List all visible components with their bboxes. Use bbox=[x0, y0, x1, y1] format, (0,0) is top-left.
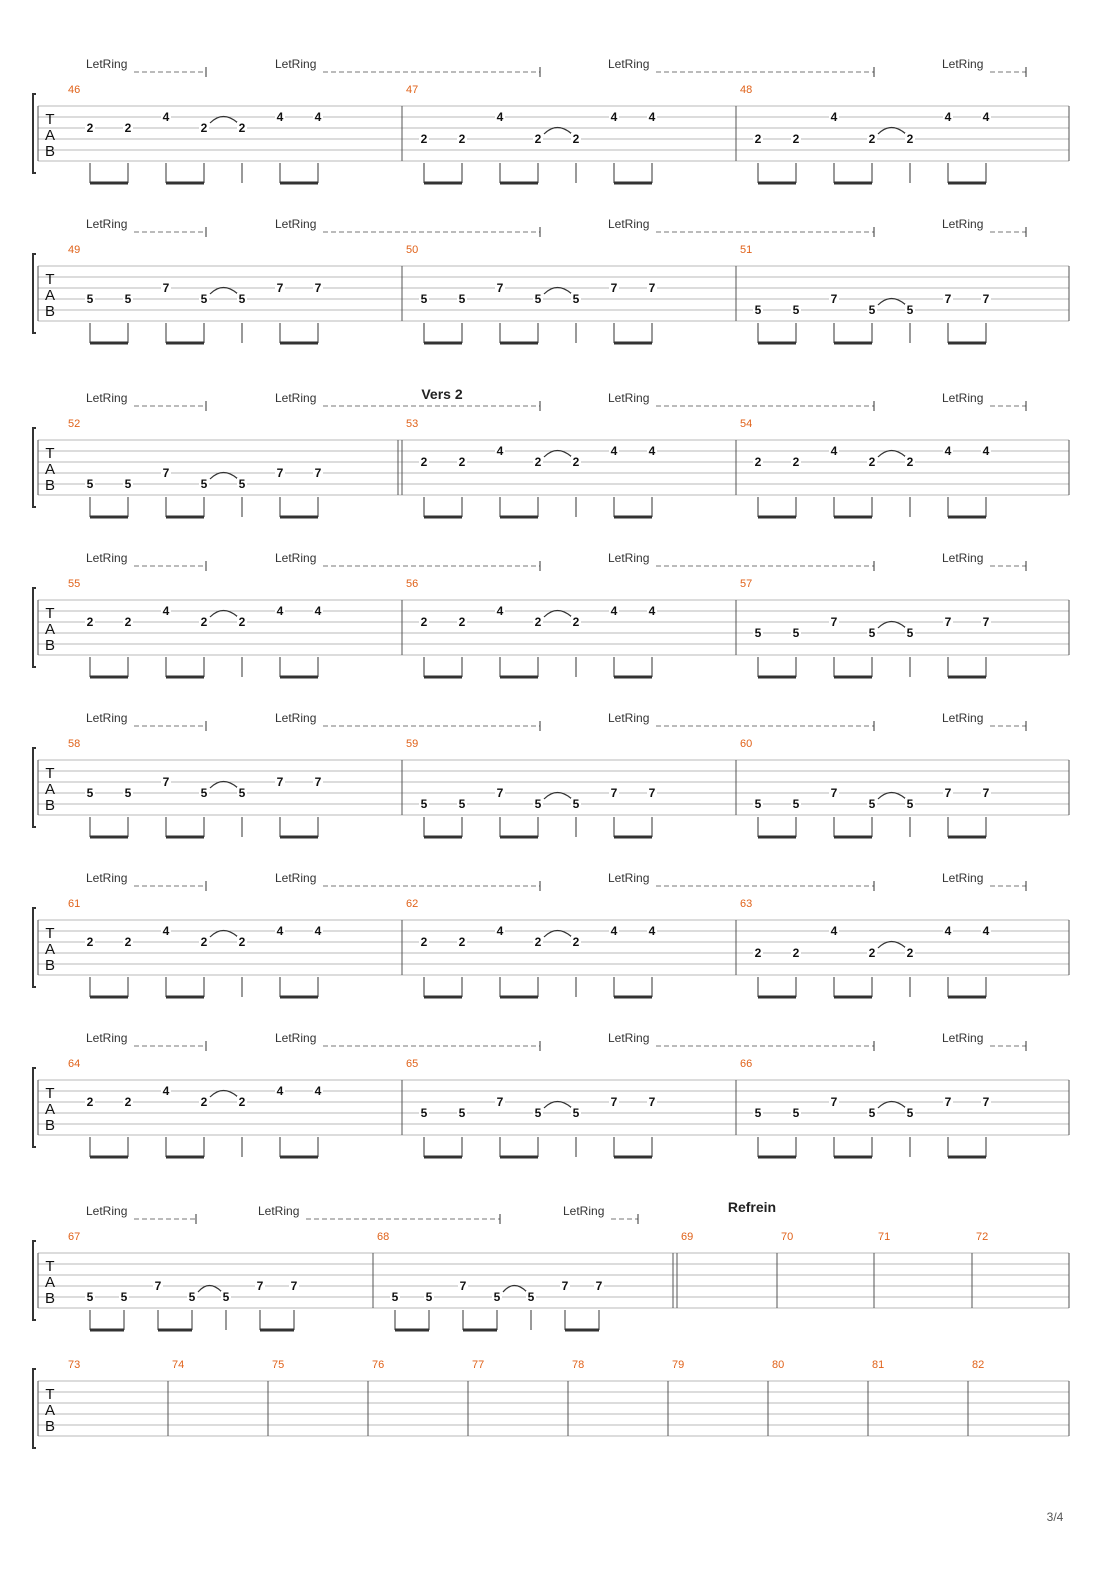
fret-number: 4 bbox=[610, 110, 618, 124]
let-ring-label: LetRing bbox=[275, 57, 317, 71]
fret-number: 7 bbox=[610, 281, 618, 295]
let-ring-label: LetRing bbox=[563, 1204, 605, 1218]
fret-number: 5 bbox=[534, 1106, 542, 1120]
staff-brace bbox=[33, 94, 36, 173]
fret-number: 4 bbox=[314, 924, 322, 938]
fret-number: 2 bbox=[200, 935, 208, 949]
fret-number: 4 bbox=[276, 110, 284, 124]
fret-number: 7 bbox=[610, 1095, 618, 1109]
fret-number: 5 bbox=[754, 1106, 762, 1120]
fret-number: 7 bbox=[982, 292, 990, 306]
fret-number: 4 bbox=[314, 1084, 322, 1098]
tab-clef-letter: A bbox=[44, 1274, 56, 1291]
fret-number: 5 bbox=[906, 626, 914, 640]
fret-number: 7 bbox=[982, 1095, 990, 1109]
tab-clef-letter: B bbox=[44, 1418, 56, 1435]
tab-clef-letter: B bbox=[44, 957, 56, 974]
measure-number: 48 bbox=[740, 84, 753, 96]
fret-number: 5 bbox=[420, 797, 428, 811]
fret-number: 4 bbox=[162, 924, 170, 938]
fret-number: 2 bbox=[238, 935, 246, 949]
fret-number: 4 bbox=[830, 110, 838, 124]
measure-number: 77 bbox=[472, 1359, 485, 1371]
fret-number: 5 bbox=[200, 292, 208, 306]
fret-number: 4 bbox=[162, 1084, 170, 1098]
fret-number: 4 bbox=[982, 444, 990, 458]
let-ring-label: LetRing bbox=[275, 711, 317, 725]
fret-number: 5 bbox=[754, 797, 762, 811]
fret-number: 4 bbox=[276, 604, 284, 618]
measure-number: 56 bbox=[406, 578, 419, 590]
staff-brace bbox=[33, 428, 36, 507]
fret-number: 2 bbox=[792, 132, 800, 146]
fret-number: 2 bbox=[572, 615, 580, 629]
fret-number: 7 bbox=[162, 775, 170, 789]
measure-number: 78 bbox=[572, 1359, 585, 1371]
fret-number: 2 bbox=[124, 615, 132, 629]
fret-number: 2 bbox=[906, 455, 914, 469]
fret-number: 7 bbox=[314, 775, 322, 789]
measure-number: 70 bbox=[781, 1231, 794, 1243]
staff-brace bbox=[33, 254, 36, 333]
let-ring-label: LetRing bbox=[942, 391, 984, 405]
staff-brace bbox=[33, 588, 36, 667]
let-ring-label: LetRing bbox=[608, 391, 650, 405]
fret-number: 5 bbox=[86, 477, 94, 491]
tab-clef-letter: A bbox=[44, 941, 56, 958]
fret-number: 4 bbox=[648, 604, 656, 618]
measure-number: 76 bbox=[372, 1359, 385, 1371]
fret-number: 7 bbox=[276, 775, 284, 789]
fret-number: 7 bbox=[944, 615, 952, 629]
fret-number: 4 bbox=[314, 604, 322, 618]
staff-brace bbox=[33, 908, 36, 987]
fret-number: 4 bbox=[610, 924, 618, 938]
let-ring-label: LetRing bbox=[608, 711, 650, 725]
tab-clef-letter: A bbox=[44, 1101, 56, 1118]
fret-number: 7 bbox=[276, 281, 284, 295]
fret-number: 7 bbox=[648, 281, 656, 295]
measure-number: 47 bbox=[406, 84, 419, 96]
fret-number: 2 bbox=[458, 455, 466, 469]
fret-number: 2 bbox=[86, 121, 94, 135]
fret-number: 7 bbox=[595, 1279, 603, 1293]
tab-clef-letter: B bbox=[44, 303, 56, 320]
tab-clef-letter: A bbox=[44, 781, 56, 798]
fret-number: 2 bbox=[124, 935, 132, 949]
fret-number: 5 bbox=[124, 477, 132, 491]
fret-number: 5 bbox=[86, 1290, 94, 1304]
fret-number: 5 bbox=[754, 626, 762, 640]
fret-number: 2 bbox=[86, 935, 94, 949]
fret-number: 2 bbox=[200, 121, 208, 135]
measure-number: 54 bbox=[740, 418, 753, 430]
fret-number: 4 bbox=[496, 444, 504, 458]
fret-number: 5 bbox=[792, 626, 800, 640]
measure-number: 66 bbox=[740, 1058, 753, 1070]
let-ring-label: LetRing bbox=[608, 871, 650, 885]
measure-number: 46 bbox=[68, 84, 81, 96]
fret-number: 4 bbox=[162, 604, 170, 618]
fret-number: 5 bbox=[527, 1290, 535, 1304]
let-ring-label: LetRing bbox=[86, 57, 128, 71]
tab-clef-letter: T bbox=[45, 445, 55, 462]
fret-number: 2 bbox=[200, 1095, 208, 1109]
fret-number: 2 bbox=[572, 455, 580, 469]
fret-number: 2 bbox=[124, 121, 132, 135]
fret-number: 5 bbox=[420, 1106, 428, 1120]
measure-number: 68 bbox=[377, 1231, 390, 1243]
fret-number: 7 bbox=[162, 466, 170, 480]
let-ring-label: LetRing bbox=[942, 217, 984, 231]
fret-number: 7 bbox=[944, 786, 952, 800]
measure-number: 72 bbox=[976, 1231, 989, 1243]
fret-number: 4 bbox=[944, 110, 952, 124]
fret-number: 5 bbox=[493, 1290, 501, 1304]
fret-number: 4 bbox=[944, 924, 952, 938]
fret-number: 5 bbox=[792, 303, 800, 317]
let-ring-label: LetRing bbox=[942, 57, 984, 71]
measure-number: 71 bbox=[878, 1231, 891, 1243]
fret-number: 7 bbox=[830, 292, 838, 306]
fret-number: 2 bbox=[906, 132, 914, 146]
let-ring-label: LetRing bbox=[275, 391, 317, 405]
fret-number: 7 bbox=[610, 786, 618, 800]
fret-number: 7 bbox=[648, 786, 656, 800]
fret-number: 4 bbox=[496, 110, 504, 124]
tab-clef-letter: B bbox=[44, 797, 56, 814]
fret-number: 2 bbox=[420, 455, 428, 469]
let-ring-label: LetRing bbox=[86, 551, 128, 565]
fret-number: 7 bbox=[561, 1279, 569, 1293]
tab-clef-letter: B bbox=[44, 1290, 56, 1307]
fret-number: 2 bbox=[534, 132, 542, 146]
fret-number: 2 bbox=[458, 132, 466, 146]
fret-number: 2 bbox=[458, 615, 466, 629]
measure-number: 79 bbox=[672, 1359, 685, 1371]
tab-clef-letter: A bbox=[44, 127, 56, 144]
fret-number: 5 bbox=[572, 292, 580, 306]
fret-number: 4 bbox=[276, 1084, 284, 1098]
fret-number: 4 bbox=[830, 444, 838, 458]
measure-number: 50 bbox=[406, 244, 419, 256]
fret-number: 5 bbox=[534, 797, 542, 811]
let-ring-label: LetRing bbox=[275, 551, 317, 565]
measure-number: 60 bbox=[740, 738, 753, 750]
let-ring-label: LetRing bbox=[275, 217, 317, 231]
measure-number: 63 bbox=[740, 898, 753, 910]
fret-number: 4 bbox=[314, 110, 322, 124]
fret-number: 7 bbox=[162, 281, 170, 295]
fret-number: 5 bbox=[188, 1290, 196, 1304]
measure-number: 62 bbox=[406, 898, 419, 910]
tab-clef-letter: T bbox=[45, 1386, 55, 1403]
tab-clef-letter: B bbox=[44, 143, 56, 160]
fret-number: 7 bbox=[496, 786, 504, 800]
fret-number: 5 bbox=[572, 797, 580, 811]
fret-number: 2 bbox=[906, 946, 914, 960]
tab-clef-letter: A bbox=[44, 621, 56, 638]
fret-number: 2 bbox=[420, 132, 428, 146]
fret-number: 5 bbox=[458, 1106, 466, 1120]
fret-number: 4 bbox=[830, 924, 838, 938]
tab-clef-letter: T bbox=[45, 1085, 55, 1102]
tab-clef-letter: T bbox=[45, 765, 55, 782]
fret-number: 2 bbox=[792, 946, 800, 960]
let-ring-label: LetRing bbox=[86, 1031, 128, 1045]
let-ring-label: LetRing bbox=[942, 711, 984, 725]
fret-number: 7 bbox=[648, 1095, 656, 1109]
fret-number: 2 bbox=[238, 1095, 246, 1109]
fret-number: 2 bbox=[420, 615, 428, 629]
fret-number: 4 bbox=[648, 110, 656, 124]
fret-number: 2 bbox=[754, 132, 762, 146]
fret-number: 4 bbox=[982, 924, 990, 938]
fret-number: 4 bbox=[276, 924, 284, 938]
fret-number: 7 bbox=[314, 281, 322, 295]
fret-number: 7 bbox=[944, 292, 952, 306]
fret-number: 2 bbox=[572, 132, 580, 146]
fret-number: 4 bbox=[648, 924, 656, 938]
fret-number: 7 bbox=[276, 466, 284, 480]
fret-number: 2 bbox=[124, 1095, 132, 1109]
fret-number: 4 bbox=[162, 110, 170, 124]
fret-number: 4 bbox=[982, 110, 990, 124]
fret-number: 2 bbox=[868, 455, 876, 469]
tab-clef-letter: T bbox=[45, 605, 55, 622]
measure-number: 64 bbox=[68, 1058, 81, 1070]
fret-number: 7 bbox=[830, 786, 838, 800]
fret-number: 4 bbox=[496, 604, 504, 618]
fret-number: 2 bbox=[868, 946, 876, 960]
fret-number: 7 bbox=[982, 786, 990, 800]
fret-number: 5 bbox=[906, 797, 914, 811]
fret-number: 5 bbox=[868, 797, 876, 811]
fret-number: 5 bbox=[425, 1290, 433, 1304]
fret-number: 7 bbox=[982, 615, 990, 629]
fret-number: 7 bbox=[256, 1279, 264, 1293]
fret-number: 5 bbox=[792, 797, 800, 811]
fret-number: 5 bbox=[572, 1106, 580, 1120]
measure-number: 57 bbox=[740, 578, 753, 590]
section-marker: Vers 2 bbox=[421, 386, 463, 402]
tab-clef-letter: A bbox=[44, 1402, 56, 1419]
fret-number: 4 bbox=[496, 924, 504, 938]
let-ring-label: LetRing bbox=[86, 391, 128, 405]
fret-number: 5 bbox=[458, 797, 466, 811]
measure-number: 73 bbox=[68, 1359, 81, 1371]
staff-brace bbox=[33, 1241, 36, 1320]
let-ring-label: LetRing bbox=[86, 711, 128, 725]
fret-number: 5 bbox=[200, 477, 208, 491]
measure-number: 65 bbox=[406, 1058, 419, 1070]
measure-number: 55 bbox=[68, 578, 81, 590]
tab-clef-letter: A bbox=[44, 461, 56, 478]
fret-number: 5 bbox=[238, 786, 246, 800]
fret-number: 2 bbox=[754, 946, 762, 960]
let-ring-label: LetRing bbox=[608, 1031, 650, 1045]
fret-number: 2 bbox=[534, 935, 542, 949]
fret-number: 2 bbox=[458, 935, 466, 949]
fret-number: 4 bbox=[610, 604, 618, 618]
let-ring-label: LetRing bbox=[86, 217, 128, 231]
let-ring-label: LetRing bbox=[275, 1031, 317, 1045]
fret-number: 5 bbox=[868, 303, 876, 317]
fret-number: 5 bbox=[120, 1290, 128, 1304]
measure-number: 53 bbox=[406, 418, 419, 430]
measure-number: 67 bbox=[68, 1231, 81, 1243]
tab-clef-letter: T bbox=[45, 1258, 55, 1275]
measure-number: 59 bbox=[406, 738, 419, 750]
tab-clef-letter: T bbox=[45, 925, 55, 942]
measure-number: 82 bbox=[972, 1359, 985, 1371]
measure-number: 49 bbox=[68, 244, 81, 256]
fret-number: 7 bbox=[154, 1279, 162, 1293]
tab-clef-letter: B bbox=[44, 1117, 56, 1134]
fret-number: 5 bbox=[238, 477, 246, 491]
fret-number: 7 bbox=[459, 1279, 467, 1293]
measure-number: 69 bbox=[681, 1231, 694, 1243]
measure-number: 81 bbox=[872, 1359, 885, 1371]
let-ring-label: LetRing bbox=[608, 57, 650, 71]
fret-number: 5 bbox=[222, 1290, 230, 1304]
let-ring-label: LetRing bbox=[608, 217, 650, 231]
fret-number: 7 bbox=[290, 1279, 298, 1293]
fret-number: 5 bbox=[420, 292, 428, 306]
fret-number: 2 bbox=[86, 1095, 94, 1109]
fret-number: 5 bbox=[124, 786, 132, 800]
fret-number: 5 bbox=[906, 1106, 914, 1120]
measure-number: 58 bbox=[68, 738, 81, 750]
page-number: 3/4 bbox=[1046, 1510, 1064, 1524]
section-marker: Refrein bbox=[727, 1199, 777, 1215]
measure-number: 75 bbox=[272, 1359, 285, 1371]
fret-number: 4 bbox=[944, 444, 952, 458]
fret-number: 2 bbox=[572, 935, 580, 949]
fret-number: 5 bbox=[868, 1106, 876, 1120]
let-ring-label: LetRing bbox=[608, 551, 650, 565]
measure-number: 51 bbox=[740, 244, 753, 256]
fret-number: 7 bbox=[496, 1095, 504, 1109]
let-ring-label: LetRing bbox=[86, 1204, 128, 1218]
fret-number: 7 bbox=[830, 615, 838, 629]
staff-brace bbox=[33, 1068, 36, 1147]
tab-clef-letter: A bbox=[44, 287, 56, 304]
tab-clef-letter: T bbox=[45, 271, 55, 288]
measure-number: 52 bbox=[68, 418, 81, 430]
staff-brace bbox=[33, 748, 36, 827]
fret-number: 2 bbox=[792, 455, 800, 469]
fret-number: 5 bbox=[238, 292, 246, 306]
fret-number: 7 bbox=[944, 1095, 952, 1109]
fret-number: 5 bbox=[754, 303, 762, 317]
fret-number: 2 bbox=[238, 121, 246, 135]
fret-number: 5 bbox=[86, 292, 94, 306]
fret-number: 4 bbox=[648, 444, 656, 458]
let-ring-label: LetRing bbox=[275, 871, 317, 885]
fret-number: 2 bbox=[238, 615, 246, 629]
measure-number: 80 bbox=[772, 1359, 785, 1371]
measure-number: 61 bbox=[68, 898, 81, 910]
fret-number: 2 bbox=[534, 455, 542, 469]
fret-number: 5 bbox=[906, 303, 914, 317]
fret-number: 2 bbox=[420, 935, 428, 949]
fret-number: 5 bbox=[86, 786, 94, 800]
let-ring-label: LetRing bbox=[258, 1204, 300, 1218]
fret-number: 5 bbox=[792, 1106, 800, 1120]
fret-number: 2 bbox=[86, 615, 94, 629]
let-ring-label: LetRing bbox=[86, 871, 128, 885]
let-ring-label: LetRing bbox=[942, 1031, 984, 1045]
fret-number: 4 bbox=[610, 444, 618, 458]
fret-number: 5 bbox=[534, 292, 542, 306]
fret-number: 7 bbox=[314, 466, 322, 480]
fret-number: 5 bbox=[868, 626, 876, 640]
fret-number: 7 bbox=[830, 1095, 838, 1109]
tab-clef-letter: B bbox=[44, 477, 56, 494]
fret-number: 5 bbox=[391, 1290, 399, 1304]
fret-number: 5 bbox=[200, 786, 208, 800]
tab-clef-letter: B bbox=[44, 637, 56, 654]
fret-number: 5 bbox=[458, 292, 466, 306]
fret-number: 2 bbox=[534, 615, 542, 629]
let-ring-label: LetRing bbox=[942, 871, 984, 885]
fret-number: 5 bbox=[124, 292, 132, 306]
fret-number: 2 bbox=[200, 615, 208, 629]
tab-clef-letter: T bbox=[45, 111, 55, 128]
fret-number: 2 bbox=[754, 455, 762, 469]
measure-number: 74 bbox=[172, 1359, 185, 1371]
fret-number: 7 bbox=[496, 281, 504, 295]
fret-number: 2 bbox=[868, 132, 876, 146]
staff-brace bbox=[33, 1369, 36, 1448]
let-ring-label: LetRing bbox=[942, 551, 984, 565]
